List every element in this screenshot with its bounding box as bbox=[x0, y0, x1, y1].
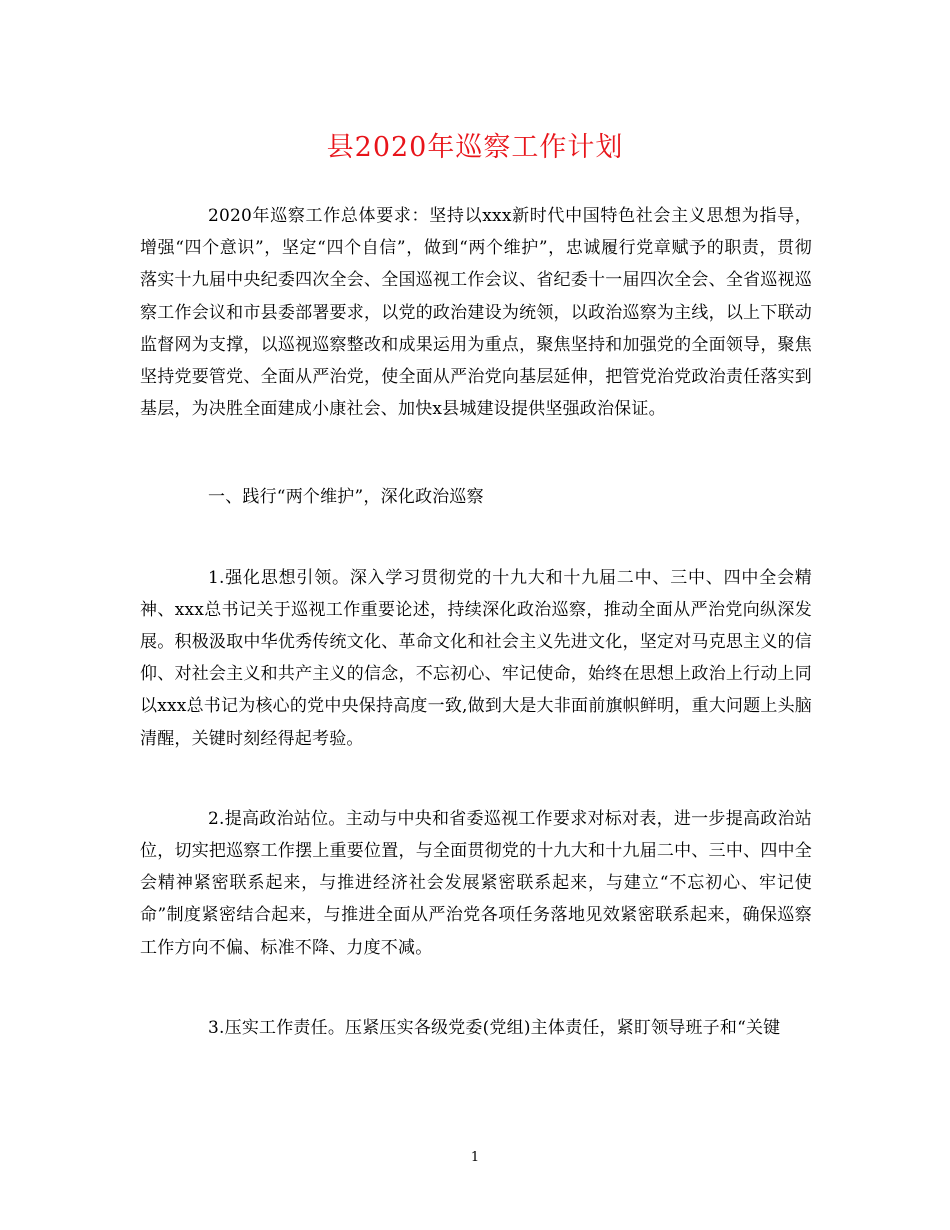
paragraph-item-1: 1.强化思想引领。深入学习贯彻党的十九大和十九届二中、三中、四中全会精神、xxx总书记关于巡视工作重要论述，持续深化政治巡察，推动全面从严治党向纵深发展。积极汲取中华优秀传统文化、革命文化和社会主义先进文化，坚定对马克思主义的信仰、对社会主义和共产主义的信念，不忘初心、牢记使命，始终在思想上政治上行动上同以xxx总书记为核心的党中央保持高度一致,做到大是大非面前旗帜鲜明，重大问题上头脑清醒，关键时刻经得起考验。 bbox=[140, 567, 812, 749]
paragraph-spacer bbox=[140, 514, 812, 562]
page-number: 1 bbox=[470, 1150, 480, 1165]
document-body bbox=[140, 200, 812, 1044]
paragraph-general-requirements: 2020年巡察工作总体要求：坚持以xxx新时代中国特色社会主义思想为指导，增强“四个意识”，坚定“四个自信”，做到“两个维护”，忠诚履行党章赋予的职责，贯彻落实十九届中央纪委四次全会、全国巡视工作会议、省纪委十一届四次全会、全省巡视巡察工作会议和市县委部署要求，以党的政治建设为统领，以政治巡察为主线，以上下联动监督网为支撑，以巡视巡察整改和成果运用为重点，聚焦坚持和加强党的全面领导，聚焦坚持党要管党、全面从严治党，使全面从严治党向基层延伸，把管党治党政治责任落实到基层，为决胜全面建成小康社会、加快x县城建设提供坚强政治保证。 bbox=[140, 206, 812, 420]
document-title: 县2020年巡察工作计划 bbox=[326, 132, 624, 163]
paragraph-spacer bbox=[140, 755, 812, 803]
paragraph-spacer bbox=[140, 425, 812, 481]
section-heading-1: 一、践行“两个维护”，深化政治巡察 bbox=[208, 487, 484, 508]
paragraph-item-3: 3.压实工作责任。压紧压实各级党委(党组)主体责任，紧盯领导班子和“关键 bbox=[208, 1017, 781, 1038]
paragraph-spacer bbox=[140, 964, 812, 1012]
paragraph-item-2: 2.提高政治站位。主动与中央和省委巡视工作要求对标对表，进一步提高政治站位，切实把巡察工作摆上重要位置，与全面贯彻党的十九大和十九届二中、三中、四中全会精神紧密联系起来，与推进经济社会发展紧密联系起来，与建立“不忘初心、牢记使命”制度紧密结合起来，与推进全面从严治党各项任务落地见效紧密联系起来，确保巡察工作方向不偏、标准不降、力度不减。 bbox=[140, 808, 812, 958]
